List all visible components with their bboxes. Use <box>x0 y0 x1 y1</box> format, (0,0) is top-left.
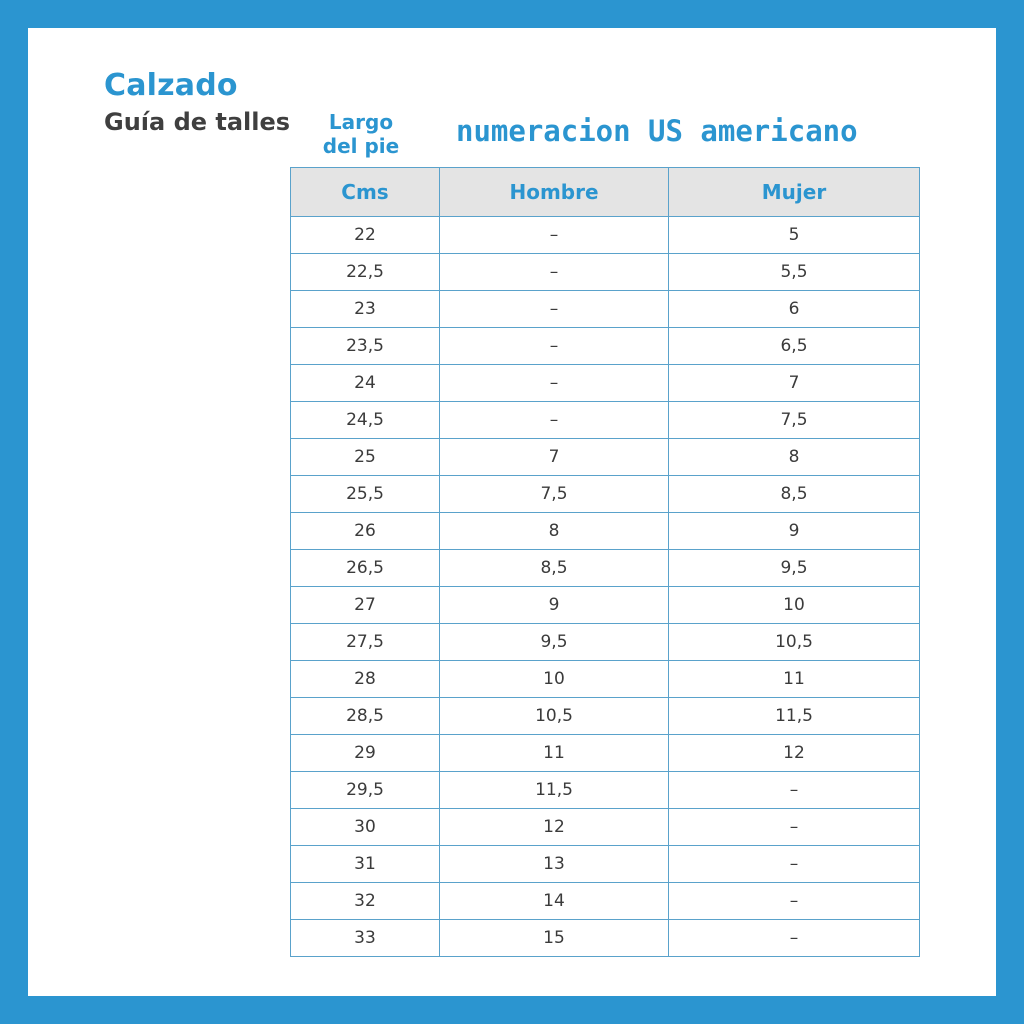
table-row <box>291 735 920 772</box>
cell-hombre: – <box>440 217 669 254</box>
cell-mujer: 7 <box>669 365 920 402</box>
page-subtitle: Guía de talles <box>104 108 291 136</box>
cell-cms: 22 <box>291 217 440 254</box>
cell-cms: 23,5 <box>291 328 440 365</box>
table-row <box>291 513 920 550</box>
table-row <box>291 772 920 809</box>
table-row <box>291 328 920 365</box>
size-guide-card <box>28 28 996 996</box>
foot-length-label-line2: del pie <box>322 134 400 158</box>
cell-hombre: 10 <box>440 661 669 698</box>
cell-cms: 27,5 <box>291 624 440 661</box>
cell-cms: 23 <box>291 291 440 328</box>
cell-hombre: 14 <box>440 883 669 920</box>
cell-hombre: 13 <box>440 846 669 883</box>
cell-cms: 31 <box>291 846 440 883</box>
cell-cms: 32 <box>291 883 440 920</box>
cell-cms: 30 <box>291 809 440 846</box>
table-row <box>291 883 920 920</box>
cell-mujer: 5 <box>669 217 920 254</box>
cell-hombre: 10,5 <box>440 698 669 735</box>
cell-cms: 24,5 <box>291 402 440 439</box>
cell-hombre: 15 <box>440 920 669 957</box>
cell-hombre: – <box>440 254 669 291</box>
table-row <box>291 846 920 883</box>
cell-hombre: 7,5 <box>440 476 669 513</box>
cell-cms: 27 <box>291 587 440 624</box>
cell-hombre: 12 <box>440 809 669 846</box>
cell-hombre: 7 <box>440 439 669 476</box>
size-table <box>290 167 920 957</box>
cell-cms: 24 <box>291 365 440 402</box>
table-row <box>291 624 920 661</box>
page-title: Calzado <box>104 68 238 103</box>
column-header-cms: Cms <box>291 168 440 217</box>
column-header-mujer: Mujer <box>669 168 920 217</box>
cell-hombre: – <box>440 365 669 402</box>
cell-mujer: 7,5 <box>669 402 920 439</box>
foot-length-label-line1: Largo <box>328 110 394 134</box>
cell-mujer: 8,5 <box>669 476 920 513</box>
cell-mujer: – <box>669 772 920 809</box>
table-row <box>291 254 920 291</box>
cell-hombre: 9 <box>440 587 669 624</box>
table-row <box>291 217 920 254</box>
cell-mujer: 9 <box>669 513 920 550</box>
cell-cms: 26 <box>291 513 440 550</box>
cell-mujer: 9,5 <box>669 550 920 587</box>
cell-mujer: 10,5 <box>669 624 920 661</box>
table-row <box>291 476 920 513</box>
cell-cms: 26,5 <box>291 550 440 587</box>
cell-hombre: 11 <box>440 735 669 772</box>
cell-mujer: 6,5 <box>669 328 920 365</box>
cell-mujer: 8 <box>669 439 920 476</box>
cell-mujer: 11,5 <box>669 698 920 735</box>
cell-mujer: 5,5 <box>669 254 920 291</box>
cell-cms: 25 <box>291 439 440 476</box>
table-row <box>291 587 920 624</box>
cell-cms: 22,5 <box>291 254 440 291</box>
cell-mujer: – <box>669 846 920 883</box>
table-row <box>291 291 920 328</box>
table-row <box>291 365 920 402</box>
cell-cms: 29 <box>291 735 440 772</box>
cell-hombre: – <box>440 291 669 328</box>
cell-hombre: 11,5 <box>440 772 669 809</box>
table-row <box>291 920 920 957</box>
table-row <box>291 550 920 587</box>
cell-mujer: – <box>669 809 920 846</box>
us-numbering-label: numeracion US americano <box>456 114 858 148</box>
cell-mujer: 10 <box>669 587 920 624</box>
cell-mujer: 11 <box>669 661 920 698</box>
cell-cms: 33 <box>291 920 440 957</box>
cell-mujer: 6 <box>669 291 920 328</box>
cell-mujer: – <box>669 920 920 957</box>
cell-hombre: 8 <box>440 513 669 550</box>
table-row <box>291 809 920 846</box>
table-row <box>291 661 920 698</box>
cell-mujer: 12 <box>669 735 920 772</box>
cell-hombre: 8,5 <box>440 550 669 587</box>
cell-mujer: – <box>669 883 920 920</box>
cell-cms: 28,5 <box>291 698 440 735</box>
cell-hombre: – <box>440 402 669 439</box>
table-row <box>291 698 920 735</box>
table-header-row <box>291 168 920 217</box>
column-header-hombre: Hombre <box>440 168 669 217</box>
cell-cms: 25,5 <box>291 476 440 513</box>
cell-cms: 29,5 <box>291 772 440 809</box>
table-row <box>291 402 920 439</box>
foot-length-label <box>314 110 408 158</box>
size-table-body <box>291 217 920 957</box>
cell-cms: 28 <box>291 661 440 698</box>
cell-hombre: 9,5 <box>440 624 669 661</box>
cell-hombre: – <box>440 328 669 365</box>
table-row <box>291 439 920 476</box>
